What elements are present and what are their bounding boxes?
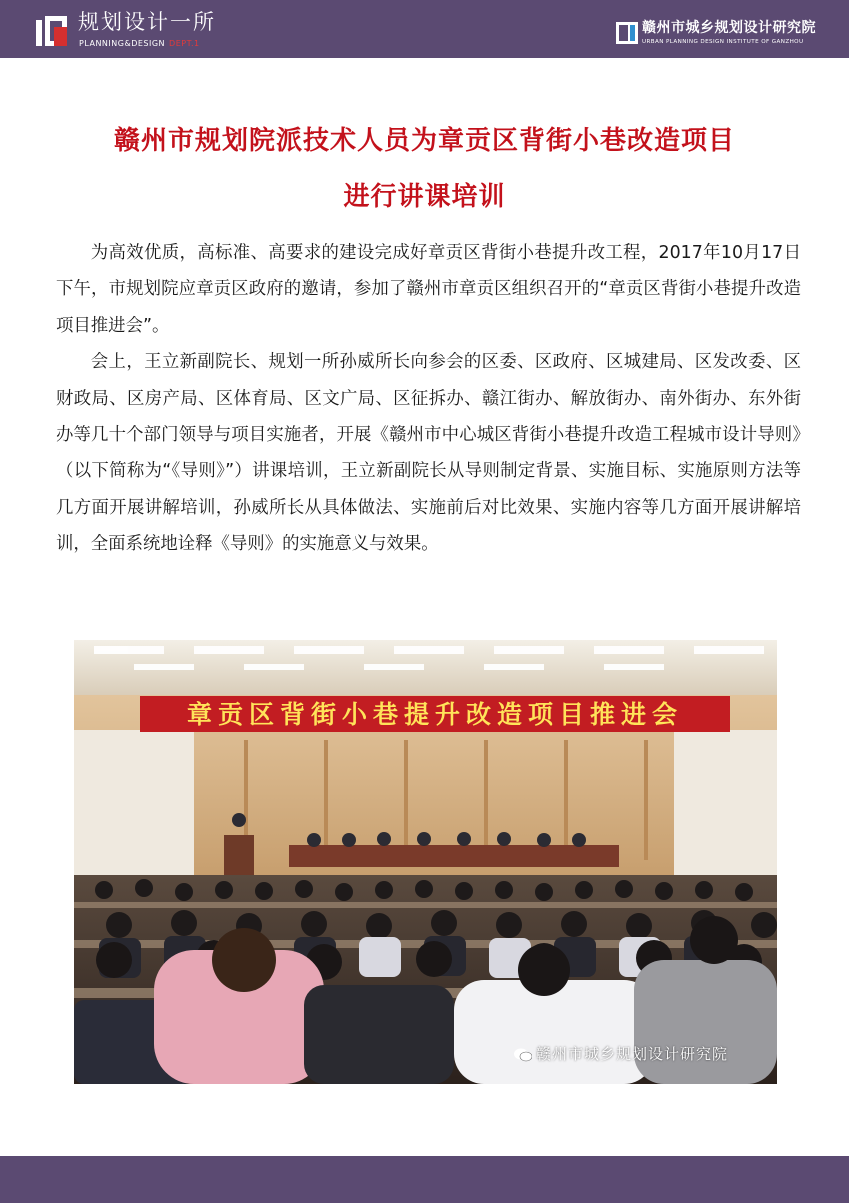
article-title-line1: 赣州市规划院派技术人员为章贡区背街小巷改造项目 — [113, 126, 735, 156]
article-body — [56, 235, 801, 563]
photo-watermark: 赣州市城乡规划设计研究院 — [536, 1045, 729, 1063]
article-title — [40, 113, 809, 225]
dept-english-name — [79, 39, 200, 49]
article-paragraph: 会上，王立新副院长、规划一所孙威所长向参会的区委、区政府、区城建局、区发改委、区财政局、区房产局、区体育局、区文广局、区征拆办、赣江街办、解放街办、南外街办、东外街办等几十个部门领导与项目实施者，开展《赣州市中心城区背街小巷提升改造工程城市设计导则》（以下简称为“《导则》”）讲课培训，王立新副院长从导则制定背景、实施目标、实施原则方法等几方面开展讲解培训，孙威所长从具体做法、实施前后对比效果、实施内容等几方面开展讲解培训，全面系统地诠释《导则》的实施意义与效果。 — [56, 352, 801, 555]
institute-english-name: URBAN PLANNING DESIGN INSTITUTE OF GANZHOU — [642, 39, 804, 45]
meeting-banner: 章贡区背街小巷提升改造项目推进会 — [186, 700, 683, 729]
dept-name: 规划设计一所 — [78, 10, 216, 34]
page-header — [0, 0, 849, 58]
page-footer — [0, 1156, 849, 1203]
institute-logo-icon — [616, 22, 638, 44]
dept-logo-icon — [36, 14, 70, 48]
article-paragraph: 为高效优质，高标准、高要求的建设完成好章贡区背街小巷提升改工程，2017年10月17日下午，市规划院应章贡区政府的邀请，参加了赣州市章贡区组织召开的“章贡区背街小巷提升改造项目推进会”。 — [56, 243, 801, 336]
wechat-icon — [514, 1048, 532, 1062]
institute-name: 赣州市城乡规划设计研究院 — [642, 20, 816, 36]
dept-en-text: PLANNING&DESIGN — [79, 39, 166, 48]
dept-code: DEPT.1 — [169, 39, 200, 48]
article-title-line2: 进行讲课培训 — [343, 182, 506, 212]
meeting-photo — [74, 640, 777, 1084]
